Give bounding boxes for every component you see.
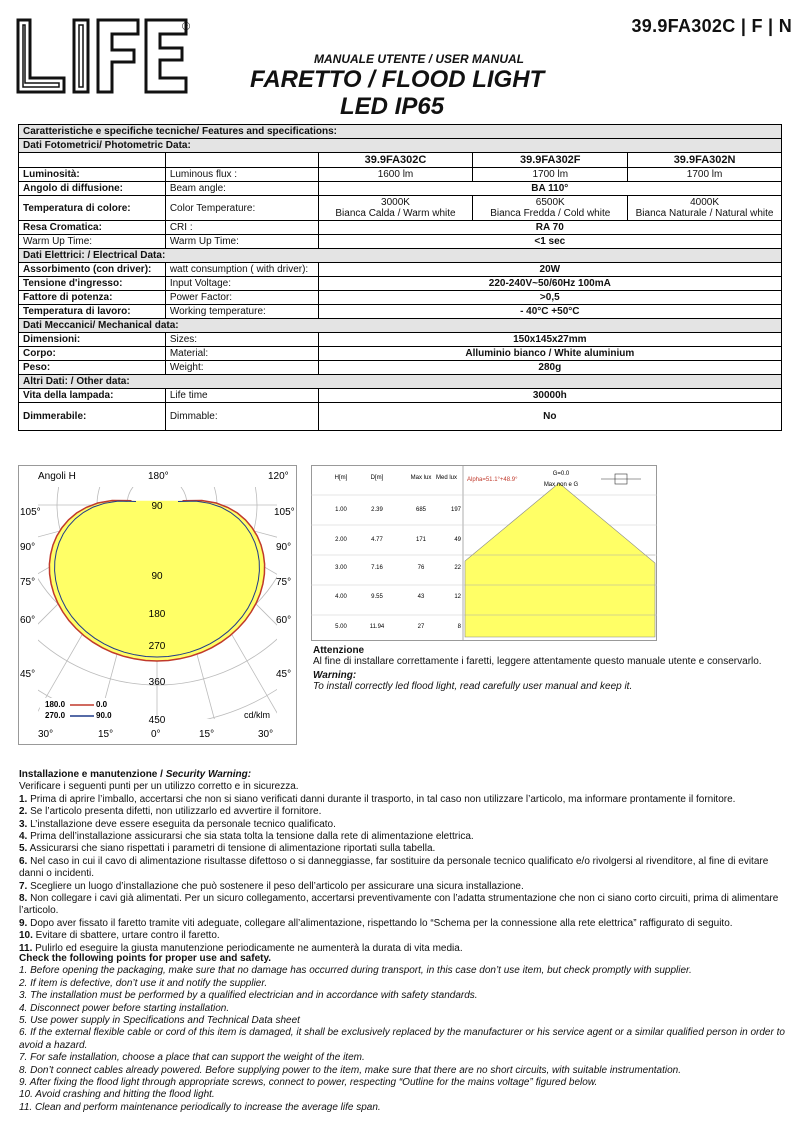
installation-title: Installazione e manutenzione /	[19, 769, 166, 780]
list-item: 4. Disconnect power before starting installation.	[19, 1002, 230, 1014]
list-item: 1. Prima di aprire l’imballo, accertarsi che non si siano verificati danni durante il trasporto, in tal caso non utilizzare l’articolo, ma informare prontamente il fornitore.	[19, 793, 736, 805]
legend-label: 270.0	[45, 711, 66, 720]
bottom-angle-label: 15°	[199, 729, 215, 740]
list-item: 7. Scegliere un luogo d’installazione che può sostenere il peso dell’articolo per assicurare una sicura installazione.	[19, 880, 524, 892]
table-row: Warm Up Time: Warm Up Time: <1 sec	[19, 235, 782, 249]
col-header: H[m]	[334, 475, 348, 481]
page-title-line2: LED IP65	[340, 93, 445, 120]
list-item: 2. Se l’articolo presenta difetti, non utilizzarlo ed avvertire il fornitore.	[19, 806, 322, 818]
cell: 197	[450, 507, 461, 513]
list-item: 4. Prima dell’installazione assicurarsi che sia stata tolta la tensione dalla rete di alimentazione elettrica.	[19, 831, 474, 843]
list-item: 9. After fixing the flood light through appropriate screws, connect to power, respecting “Outline for the mains voltage” figured below.	[19, 1077, 598, 1089]
col-header: D[m]	[370, 475, 384, 481]
table-row: Dimensioni: Sizes: 150x145x27mm	[19, 333, 782, 347]
radial-label: 180	[148, 609, 166, 620]
polar-top-label: 180°	[148, 471, 169, 482]
section-photometric: Dati Fotometrici/ Photometric Data:	[19, 139, 782, 153]
table-row	[19, 375, 782, 389]
bottom-angle-label: 0°	[151, 729, 161, 740]
specs-table	[18, 124, 782, 431]
angle-label: 60°	[20, 615, 36, 626]
cell: 171	[415, 537, 427, 543]
angle-label: 90°	[20, 542, 36, 553]
legend-value: 90.0	[96, 711, 112, 720]
model-header: 39.9FA302N	[628, 153, 782, 168]
list-item: 1. Before opening the packaging, make sure that no damage has occurred during transport, in this case don’t use item, but check promptly with supplier.	[19, 965, 692, 977]
bottom-angle-label: 15°	[98, 729, 114, 740]
legend-value: 0.0	[96, 700, 108, 709]
list-item: 7. For safe installation, choose a place that can support the weight of the item.	[19, 1052, 365, 1064]
warning-title: Warning:	[313, 670, 357, 681]
section-electrical: Dati Elettrici: / Electrical Data:	[19, 249, 782, 263]
max-label: Max non e G	[543, 482, 579, 488]
radial-label: 450	[148, 715, 166, 726]
polar-light-distribution-chart	[18, 465, 297, 745]
angle-label: 45°	[20, 669, 36, 680]
cell: 76	[417, 565, 425, 571]
list-item: 2. If item is defective, don’t use it and notify the supplier.	[19, 977, 268, 989]
list-item: 5. Assicurarsi che siano rispettati i parametri di tensione di alimentazione riportati sulla tabella.	[19, 843, 436, 855]
section-mechanical: Dati Meccanici/ Mechanical data:	[19, 319, 782, 333]
cell: 43	[417, 594, 425, 600]
page-title: FARETTO / FLOOD LIGHT	[250, 66, 545, 93]
list-item: 11. Pulirlo ed eseguire la giusta manutenzione periodicamente ne aumenterà la durata di vita media.	[19, 942, 463, 954]
table-row: Fattore di potenza: Power Factor: >0,5	[19, 291, 782, 305]
cell: 1.00	[335, 507, 347, 513]
angle-label: 90°	[276, 542, 292, 553]
model-header: 39.9FA302C	[318, 153, 473, 168]
table-row: Corpo: Material: Alluminio bianco / White aluminium	[19, 347, 782, 361]
attention-title: Attenzione	[313, 645, 365, 656]
cell: 8	[457, 624, 461, 630]
cell: 3.00	[335, 565, 347, 571]
table-row: Temperatura di colore: Color Temperature: 3000K Bianca Calda / Warm white 6500K Bianca Fredda / Cold white 4000K Bianca Naturale / Natural white	[19, 196, 782, 221]
section-other: Altri Dati: / Other data:	[19, 375, 782, 389]
table-row: Resa Cromatica: CRI : RA 70	[19, 221, 782, 235]
list-item: 10. Avoid crashing and hitting the flood light.	[19, 1089, 215, 1101]
model-header: 39.9FA302F	[473, 153, 628, 168]
table-row: Tensione d'ingresso: Input Voltage: 220-240V~50/60Hz 100mA	[19, 277, 782, 291]
table-row: Angolo di diffusione: Beam angle: BA 110°	[19, 182, 782, 196]
warning-text: To install correctly led flood light, read carefully user manual and keep it.	[313, 681, 633, 692]
security-warning-title: Security Warning:	[165, 769, 252, 780]
table-row	[19, 125, 782, 139]
radial-label: 360	[148, 677, 166, 688]
specs-title: Caratteristiche e specifiche tecniche/ Features and specifications:	[19, 125, 782, 139]
installation-list	[19, 794, 791, 955]
manual-subtitle: MANUALE UTENTE / USER MANUAL	[314, 52, 524, 66]
angle-label: 45°	[276, 669, 292, 680]
table-row: Temperatura di lavoro: Working temperature: - 40°C +50°C	[19, 305, 782, 319]
angle-label: 75°	[276, 577, 292, 588]
list-item: 3. The installation must be performed by a qualified electrician and in accordance with safety standards.	[19, 990, 478, 1002]
radial-label: 90	[151, 501, 163, 512]
angle-label: 75°	[20, 577, 36, 588]
list-item: 9. Dopo aver fissato il faretto tramite viti adeguate, collegare all’alimentazione, rispettando lo “Schema per la connessione alla rete elettrica” raffigurato di seguito.	[19, 917, 733, 929]
table-row	[19, 319, 782, 333]
polar-top-label: 120°	[268, 471, 289, 482]
list-item: 3. L’installazione deve essere eseguita da personale tecnico qualificato.	[19, 818, 336, 830]
life-logo	[14, 16, 194, 98]
table-row: Luminosità: Luminous flux : 1600 lm 1700 lm 1700 lm	[19, 168, 782, 182]
cell: 11.94	[369, 624, 385, 630]
col-header: Max lux	[410, 475, 432, 481]
cell: 5.00	[335, 624, 347, 630]
cell: 4.00	[335, 594, 347, 600]
table-row	[19, 153, 782, 168]
cell: 685	[415, 507, 427, 513]
list-item: 8. Non collegare i cavi già alimentati. Per un sicuro collegamento, accertarsi preventivamente con l’adatta strumentazione che non ci siano corto circuiti, prima di alimentare l’articolo.	[19, 893, 779, 917]
polar-unit: cd/klm	[244, 710, 271, 720]
product-code: 39.9FA302C | F | N	[631, 16, 792, 36]
cell: 27	[417, 624, 425, 630]
list-item: 11. Clean and perform maintenance periodically to increase the average life span.	[19, 1101, 381, 1113]
cell: 9.55	[371, 594, 383, 600]
table-row	[19, 249, 782, 263]
checks-title: Check the following points for proper use and safety.	[19, 953, 272, 964]
list-item: 5. Use power supply in Specifications and Technical Data sheet	[19, 1015, 300, 1027]
cell: 4.77	[371, 537, 383, 543]
attention-note	[313, 645, 793, 692]
angle-label: 105°	[274, 507, 295, 518]
cell: 2.39	[371, 507, 383, 513]
list-item: 8. Don’t connect cables already powered. Before supplying power to the item, make sure that there are no short circuits, with suitable instrumentation.	[19, 1064, 682, 1076]
table-row: Peso: Weight: 280g	[19, 361, 782, 375]
radial-label: 270	[148, 641, 166, 652]
list-item: 6. Nel caso in cui il cavo di alimentazione risultasse difettoso o si danneggiasse, far sostituire da personale tecnico qualificato e/o rivolgersi al rivenditore, al fine di evitare danni o incidenti.	[19, 855, 769, 880]
cell: 49	[454, 537, 461, 543]
angle-label: 60°	[276, 615, 292, 626]
registered-mark: ®	[182, 21, 191, 33]
list-item: 10. Evitare di sbattere, urtare contro il faretto.	[19, 930, 220, 942]
cell: 7.16	[371, 565, 383, 571]
checks-section	[19, 953, 791, 1114]
list-item: 6. If the external flexible cable or cord of this item is damaged, it shall be exclusively replaced by the manufacturer or his service agent or a similar qualified person in order to avoid a hazard.	[19, 1027, 785, 1051]
bottom-angle-label: 30°	[38, 729, 54, 740]
cell: 12	[454, 594, 461, 600]
angle-label: 105°	[20, 507, 41, 518]
attention-text: Al fine di installare correttamente i faretti, leggere attentamente questo manuale utente e conservarlo.	[313, 656, 762, 667]
cell: 2.00	[335, 537, 347, 543]
g-label: G=0.0	[552, 471, 570, 477]
radial-label: 90	[151, 571, 163, 582]
col-header: Med lux	[435, 475, 457, 481]
installation-section	[19, 769, 791, 955]
table-row: Assorbimento (con driver): watt consumption ( with driver): 20W	[19, 263, 782, 277]
polar-title: Angoli H	[38, 471, 76, 482]
checks-list	[19, 965, 791, 1114]
illuminance-cone-chart	[311, 465, 657, 641]
bottom-angle-label: 30°	[258, 729, 274, 740]
cell: 22	[454, 565, 461, 571]
alpha-label: Alpha=51.1°+48.9°	[467, 477, 518, 483]
legend-label: 180.0	[45, 700, 66, 709]
installation-intro: Verificare i seguenti punti per un utilizzo corretto e in sicurezza.	[19, 781, 299, 793]
table-row	[19, 139, 782, 153]
table-row: Dimmerabile: Dimmable: No	[19, 403, 782, 431]
table-row: Vita della lampada: Life time 30000h	[19, 389, 782, 403]
